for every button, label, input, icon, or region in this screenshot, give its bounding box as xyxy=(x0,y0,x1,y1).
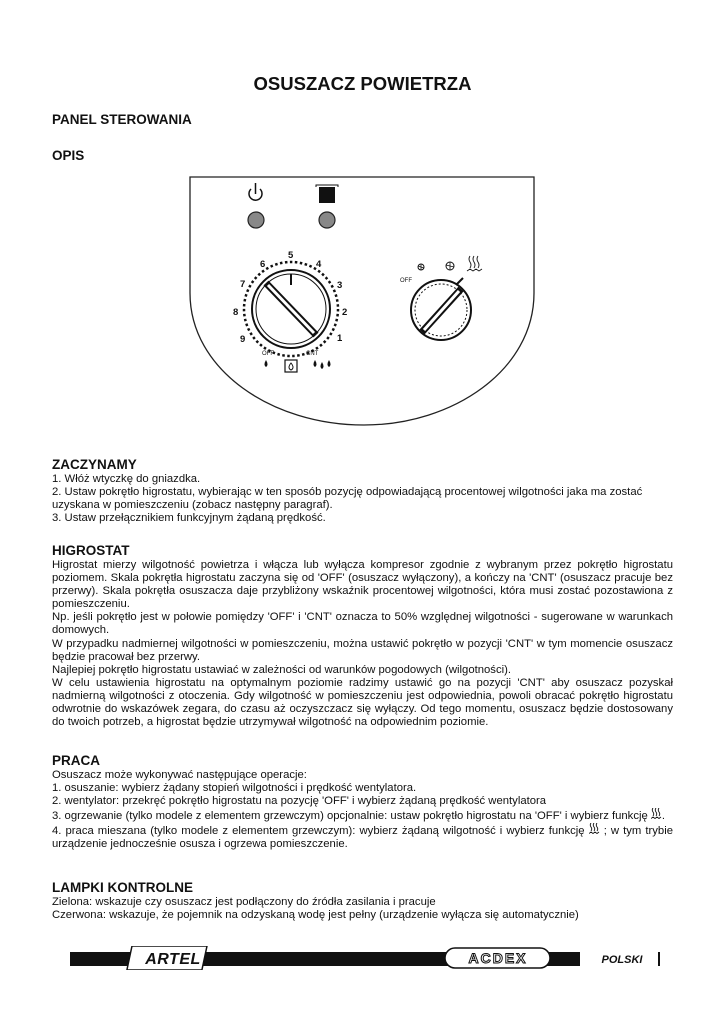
tank-full-icon xyxy=(316,185,338,203)
dial-number-7: 7 xyxy=(240,279,246,290)
higrostat-heading: HIGROSTAT xyxy=(52,543,130,558)
red-indicator-lamp xyxy=(319,212,335,228)
fan-off-label: OFF xyxy=(400,278,412,284)
praca-item: 1. osuszanie: wybierz żądany stopień wilgotności i prędkość wentylatora. xyxy=(52,782,417,795)
praca-item: 2. wentylator: przekręć pokrętło higrostatu na pozycję 'OFF' i wybierz żądaną prędkość wentylatora xyxy=(52,795,547,808)
green-indicator-lamp xyxy=(248,212,264,228)
zaczynamy-line: 3. Ustaw przełącznikiem funkcyjnym żądaną prędkość. xyxy=(52,512,326,525)
dial-number-6: 6 xyxy=(260,259,266,270)
page-title: OSUSZACZ POWIETRZA xyxy=(253,73,472,94)
heating-icon xyxy=(589,823,600,834)
dial-cnt-label: CNT xyxy=(306,351,319,357)
higrostat-paragraph: Np. jeśli pokrętło jest w połowie pomiędzy 'OFF' i 'CNT' oznacza to 50% względnej wilgotności - sugerowane w warunkach domowych. xyxy=(52,611,673,637)
praca-item xyxy=(52,823,673,851)
praca-heading: PRACA xyxy=(52,753,101,768)
lampki-text xyxy=(52,896,673,922)
higrostat-paragraph: Najlepiej pokrętło higrostatu ustawiać w zależności od warunków pogodowych (wilgotności). xyxy=(52,663,512,676)
footer-language: POLSKI xyxy=(601,954,643,966)
higrostat-paragraph: W celu ustawienia higrostatu na optymalnym poziomie radzimy ustawić go na pozycji 'CNT' aby osuszacz pozyskał nadmierną wilgotności z otoczenia. Gdy wilgotność w pomieszczeniu jest odpowiednia, powoli obracać pokrętło higrostatu odwrotnie do wskazówek zegara, do czasu aż oczyszczacz się wyłączy. Od tego momentu, osuszacz będzie dostosowany do twoich potrzeb, a higrostat będzie utrzymywał wilgotność na odpowiednim poziomie. xyxy=(52,676,673,729)
footer-band xyxy=(70,946,660,970)
zaczynamy-text xyxy=(52,473,673,525)
praca-item4-text: 4. praca mieszana (tylko modele z elementem grzewczym): wybierz żądaną wilgotność i wybierz funkcję xyxy=(52,825,585,838)
praca-item3-end: . xyxy=(661,810,666,823)
opis-heading: OPIS xyxy=(52,148,85,163)
praca-item3-text: 3. ogrzewanie (tylko modele z elementem grzewczym) opcjonalnie: ustaw pokrętło higrostatu na 'OFF' i wybierz funkcję xyxy=(52,810,648,823)
dial-number-2: 2 xyxy=(342,307,348,318)
higrostat-paragraph: Higrostat mierzy wilgotność powietrza i włącza lub wyłącza kompresor zgodnie z wybranym przez pokrętło higrostatu poziomem. Skala pokrętła higrostatu zaczyna się od 'OFF' (osuszacz wyłączony), a kończy na 'CNT' (osuszacz pracuje bez przerwy). Skala pokrętła osuszacza daje przybliżony wskaźnik procentowej wilgotności, która musi zostać pozostawiona z pomieszczeniu. xyxy=(52,559,673,611)
dial-number-5: 5 xyxy=(288,250,294,261)
heating-icon xyxy=(651,808,662,819)
zaczynamy-line: 1. Włóż wtyczkę do gniazdka. xyxy=(52,473,201,485)
footer-brand-artel: ARTEL xyxy=(145,951,201,968)
higrostat-paragraph: W przypadku nadmiernej wilgotności w pomieszczeniu, można ustawić pokrętło w pozycji 'CNT' w tym momencie osuszacz będzie pracował bez przerwy. xyxy=(52,637,673,663)
lampki-green: Zielona: wskazuje czy osuszacz jest podłączony do źródła zasilania i pracuje xyxy=(52,896,436,908)
praca-item xyxy=(52,808,673,823)
lampki-heading: LAMPKI KONTROLNE xyxy=(52,880,193,895)
dial-off-label: OFF xyxy=(262,351,274,357)
zaczynamy-heading: ZACZYNAMY xyxy=(52,457,137,472)
praca-text xyxy=(52,769,673,852)
dial-number-8: 8 xyxy=(233,307,239,318)
dial-number-4: 4 xyxy=(316,259,322,270)
higrostat-text xyxy=(52,559,673,729)
dial-number-3: 3 xyxy=(337,280,343,291)
praca-item4-rest: ; w tym trybie urządzenie jednocześnie osusza i ogrzewa pomieszczenie. xyxy=(52,825,674,851)
function-selector-knob[interactable] xyxy=(411,278,471,340)
praca-intro: Osuszacz może wykonywać następujące operacje: xyxy=(52,769,307,781)
panel-heading: PANEL STEROWANIA xyxy=(52,112,192,127)
zaczynamy-line: 2. Ustaw pokrętło higrostatu, wybierając w ten sposób pozycję odpowiadającą procentowej wilgotności jaka ma zostać uzyskana w pomieszczeniu (zobacz następny paragraf). xyxy=(52,486,643,512)
footer-brand-acdex: ACDEX xyxy=(468,950,528,966)
dial-number-1: 1 xyxy=(337,333,343,344)
lampki-red: Czerwona: wskazuje, że pojemnik na odzyskaną wodę jest pełny (urządzenie wyłącza się automatycznie) xyxy=(52,909,579,922)
dial-number-9: 9 xyxy=(240,334,246,345)
control-panel-diagram xyxy=(188,175,538,430)
